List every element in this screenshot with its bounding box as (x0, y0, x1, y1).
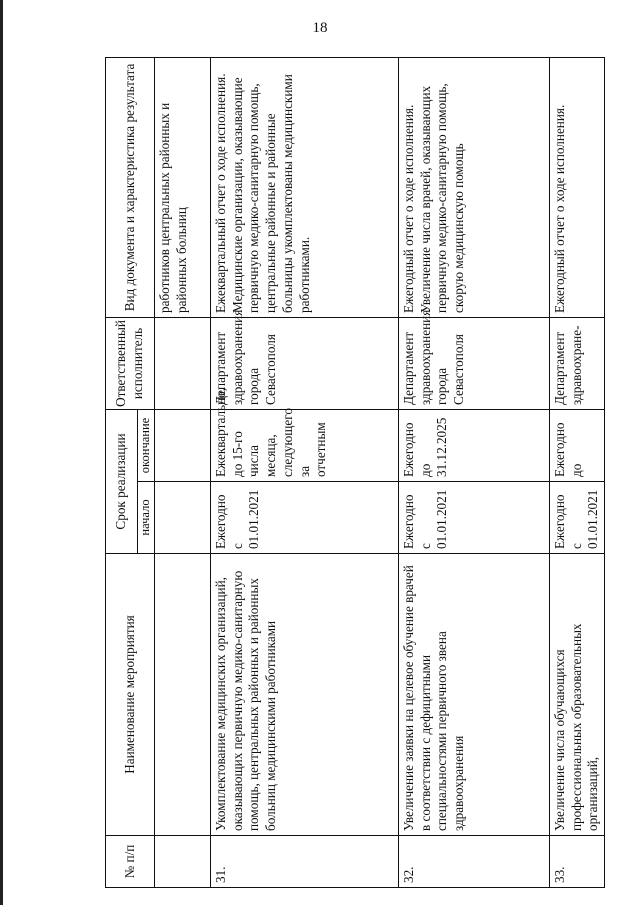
header-num: № п/п (106, 836, 155, 888)
cell-doc: работников центральных районных и районных больниц (154, 57, 210, 317)
cell-name: Укомплектование медицинских организаций, оказывающих первичную медико-санитарную помощь, центральных районных и районных больниц медицинскими работниками (210, 554, 398, 836)
cell-responsible: Департамент здравоохране- (549, 317, 604, 409)
page-number: 18 (312, 20, 328, 36)
header-start: начало (138, 482, 155, 554)
measures-table (105, 57, 605, 888)
cell-doc: Ежегодный отчет о ходе исполнения. Увеличение числа врачей, оказывающих первичную медико-санитарную помощь, скорую медицинскую помощь (398, 57, 549, 317)
cell-start: Ежегодно с 01.01.2021 (210, 482, 398, 554)
page-edge-mark (0, 0, 3, 905)
cell-num: 32. (398, 836, 549, 888)
cell-start: Ежегодно с 01.01.2021 (549, 482, 604, 554)
table-row (398, 57, 549, 887)
cell-empty (154, 317, 210, 409)
table-row-continuation (154, 57, 210, 887)
header-period: Срок реализации (106, 409, 138, 553)
cell-end: Ежеквартально, до 15-го числа месяца, следующего за отчетным (210, 409, 398, 481)
cell-name: Увеличение числа обучающихся профессиональных образовательных организаций, (549, 554, 604, 836)
header-responsible: Ответственный исполнитель (106, 317, 155, 409)
cell-num: 31. (210, 836, 398, 888)
cell-responsible: Департамент здравоохранения города Севастополя (210, 317, 398, 409)
header-doc: Вид документа и характеристика результата (106, 57, 155, 317)
cell-responsible: Департамент здравоохранения города Севастополя (398, 317, 549, 409)
cell-empty (154, 836, 210, 888)
cell-empty (154, 482, 210, 554)
header-name: Наименование мероприятия (106, 554, 155, 836)
cell-doc: Ежеквартальный отчет о ходе исполнения. Медицинские организации, оказывающие первичную медико-санитарную помощь, центральные районные и районные больницы укомплектованы медицинскими работниками. (210, 57, 398, 317)
cell-empty (154, 554, 210, 836)
cell-start: Ежегодно с 01.01.2021 (398, 482, 549, 554)
cell-num: 33. (549, 836, 604, 888)
cell-doc: Ежегодный отчет о ходе исполнения. (549, 57, 604, 317)
cell-empty (154, 409, 210, 481)
cell-end: Ежегодно до 31.12.2025 (398, 409, 549, 481)
table-row (549, 57, 604, 887)
cell-end: Ежегодно до (549, 409, 604, 481)
header-end: окончание (138, 409, 155, 481)
table-row (210, 57, 398, 887)
rotated-table-container (105, 58, 601, 888)
cell-name: Увеличение заявки на целевое обучение врачей в соответствии с дефицитными специальностями первичного звена здравоохранения (398, 554, 549, 836)
